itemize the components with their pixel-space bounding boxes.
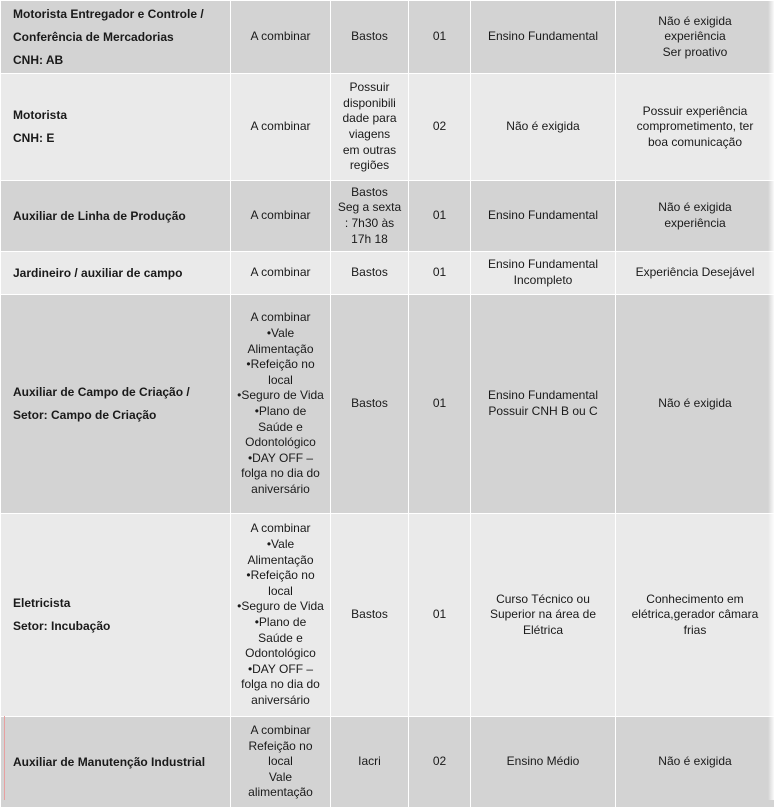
salary-cell-line: •Vale <box>233 537 328 553</box>
salary-cell <box>231 717 331 808</box>
openings-cell: 01 <box>409 514 471 717</box>
salary-cell-line: A combinar <box>233 723 328 739</box>
salary-cell-line: •DAY OFF – <box>233 662 328 678</box>
education-cell <box>471 514 616 717</box>
role-cell-line: Motorista <box>13 104 228 127</box>
benefits-cell <box>331 1 409 74</box>
experience-cell-line: Conhecimento em <box>618 592 772 608</box>
salary-cell-line: A combinar <box>233 265 328 281</box>
experience-cell-line: Ser proativo <box>618 45 772 61</box>
benefits-cell-line: 17h 18 <box>333 232 406 248</box>
role-cell-line: Eletricista <box>13 592 228 615</box>
salary-cell-line: •Plano de <box>233 615 328 631</box>
salary-cell-line: Saúde e <box>233 420 328 436</box>
experience-cell <box>616 1 774 74</box>
openings-cell: 01 <box>409 252 471 295</box>
table-row <box>1 74 774 181</box>
salary-cell-line: Odontológico <box>233 435 328 451</box>
experience-cell-line: Possuir experiência <box>618 104 772 120</box>
salary-cell-line: aniversário <box>233 482 328 498</box>
role-cell <box>1 181 231 252</box>
education-cell-line: Curso Técnico ou <box>473 592 613 608</box>
experience-cell <box>616 717 774 808</box>
benefits-cell-line: em outras <box>333 143 406 159</box>
role-cell-line: Conferência de Mercadorias <box>13 26 228 49</box>
salary-cell-line: •Vale <box>233 326 328 342</box>
role-cell-line: Motorista Entregador e Controle / <box>13 3 228 26</box>
education-cell-line: Ensino Fundamental <box>473 388 613 404</box>
salary-cell-line: Saúde e <box>233 631 328 647</box>
experience-cell-line: Experiência Desejável <box>618 265 772 281</box>
salary-cell <box>231 295 331 514</box>
salary-cell <box>231 181 331 252</box>
education-cell-line: Superior na área de <box>473 607 613 623</box>
benefits-cell-line: Bastos <box>333 29 406 45</box>
experience-cell <box>616 74 774 181</box>
experience-cell-line: Não é exigida <box>618 396 772 412</box>
openings-cell: 01 <box>409 1 471 74</box>
experience-cell <box>616 252 774 295</box>
table-row <box>1 295 774 514</box>
salary-cell-line: A combinar <box>233 29 328 45</box>
education-cell-line: Possuir CNH B ou C <box>473 404 613 420</box>
benefits-cell-line: dade para <box>333 111 406 127</box>
benefits-cell-line: viagens <box>333 127 406 143</box>
benefits-cell-line: regiões <box>333 158 406 174</box>
education-cell <box>471 74 616 181</box>
education-cell <box>471 717 616 808</box>
experience-cell <box>616 295 774 514</box>
benefits-cell-line: Bastos <box>333 185 406 201</box>
education-cell-line: Não é exigida <box>473 119 613 135</box>
education-cell-line: Ensino Fundamental <box>473 29 613 45</box>
salary-cell-line: •Seguro de Vida <box>233 599 328 615</box>
salary-cell-line: Odontológico <box>233 646 328 662</box>
salary-cell-line: A combinar <box>233 310 328 326</box>
salary-cell-line: Refeição no <box>233 739 328 755</box>
education-cell <box>471 1 616 74</box>
table-body <box>1 1 774 808</box>
openings-cell: 02 <box>409 717 471 808</box>
experience-cell-line: elétrica,gerador câmara <box>618 607 772 623</box>
experience-cell <box>616 181 774 252</box>
benefits-cell-line: disponibili <box>333 96 406 112</box>
role-cell <box>1 1 231 74</box>
table-row <box>1 252 774 295</box>
salary-cell-line: A combinar <box>233 521 328 537</box>
salary-cell <box>231 74 331 181</box>
role-cell-line: Setor: Incubação <box>13 615 228 638</box>
benefits-cell <box>331 252 409 295</box>
role-cell-line: Auxiliar de Manutenção Industrial <box>13 751 228 774</box>
salary-cell-line: folga no dia do <box>233 466 328 482</box>
experience-cell-line: experiência <box>618 29 772 45</box>
salary-cell-line: A combinar <box>233 119 328 135</box>
benefits-cell-line: Bastos <box>333 396 406 412</box>
salary-cell-line: Alimentação <box>233 553 328 569</box>
experience-cell-line: comprometimento, ter <box>618 119 772 135</box>
salary-cell-line: •Refeição no <box>233 357 328 373</box>
salary-cell-line: local <box>233 754 328 770</box>
benefits-cell-line: Bastos <box>333 607 406 623</box>
benefits-cell-line: : 7h30 às <box>333 216 406 232</box>
role-cell-line: Setor: Campo de Criação <box>13 404 228 427</box>
role-cell <box>1 252 231 295</box>
salary-cell-line: local <box>233 584 328 600</box>
education-cell-line: Ensino Médio <box>473 754 613 770</box>
education-cell-line: Incompleto <box>473 273 613 289</box>
salary-cell-line: Vale <box>233 770 328 786</box>
role-cell <box>1 717 231 808</box>
role-cell-line: Jardineiro / auxiliar de campo <box>13 262 228 285</box>
education-cell-line: Elétrica <box>473 623 613 639</box>
salary-cell-line: •Seguro de Vida <box>233 388 328 404</box>
salary-cell-line: alimentação <box>233 785 328 801</box>
role-cell <box>1 295 231 514</box>
role-cell-line: CNH: AB <box>13 49 228 72</box>
experience-cell-line: frias <box>618 623 772 639</box>
salary-cell-line: Alimentação <box>233 342 328 358</box>
openings-cell: 02 <box>409 74 471 181</box>
openings-cell: 01 <box>409 295 471 514</box>
salary-cell-line: aniversário <box>233 693 328 709</box>
education-cell <box>471 181 616 252</box>
role-cell-line: Auxiliar de Campo de Criação / <box>13 381 228 404</box>
experience-cell-line: Não é exigida <box>618 754 772 770</box>
education-cell <box>471 252 616 295</box>
education-cell-line: Ensino Fundamental <box>473 208 613 224</box>
table-row <box>1 514 774 717</box>
salary-cell <box>231 252 331 295</box>
role-cell-line: Auxiliar de Linha de Produção <box>13 205 228 228</box>
education-cell <box>471 295 616 514</box>
experience-cell <box>616 514 774 717</box>
table-row <box>1 181 774 252</box>
salary-cell-line: •DAY OFF – <box>233 451 328 467</box>
benefits-cell-line: Possuir <box>333 80 406 96</box>
salary-cell-line: •Plano de <box>233 404 328 420</box>
experience-cell-line: boa comunicação <box>618 135 772 151</box>
benefits-cell-line: Iacri <box>333 754 406 770</box>
benefits-cell <box>331 74 409 181</box>
benefits-cell <box>331 295 409 514</box>
edge-accent-line <box>4 716 5 800</box>
experience-cell-line: experiência <box>618 216 772 232</box>
salary-cell-line: •Refeição no <box>233 568 328 584</box>
benefits-cell <box>331 717 409 808</box>
salary-cell-line: A combinar <box>233 208 328 224</box>
salary-cell <box>231 514 331 717</box>
benefits-cell <box>331 514 409 717</box>
salary-cell-line: local <box>233 373 328 389</box>
salary-cell <box>231 1 331 74</box>
right-edge-fade <box>768 0 774 800</box>
benefits-cell-line: Bastos <box>333 265 406 281</box>
role-cell <box>1 514 231 717</box>
salary-cell-line: folga no dia do <box>233 677 328 693</box>
education-cell-line: Ensino Fundamental <box>473 257 613 273</box>
benefits-cell <box>331 181 409 252</box>
experience-cell-line: Não é exigida <box>618 200 772 216</box>
table-row <box>1 1 774 74</box>
table-row <box>1 717 774 808</box>
role-cell-line: CNH: E <box>13 127 228 150</box>
role-cell <box>1 74 231 181</box>
benefits-cell-line: Seg a sexta <box>333 200 406 216</box>
experience-cell-line: Não é exigida <box>618 14 772 30</box>
openings-cell: 01 <box>409 181 471 252</box>
